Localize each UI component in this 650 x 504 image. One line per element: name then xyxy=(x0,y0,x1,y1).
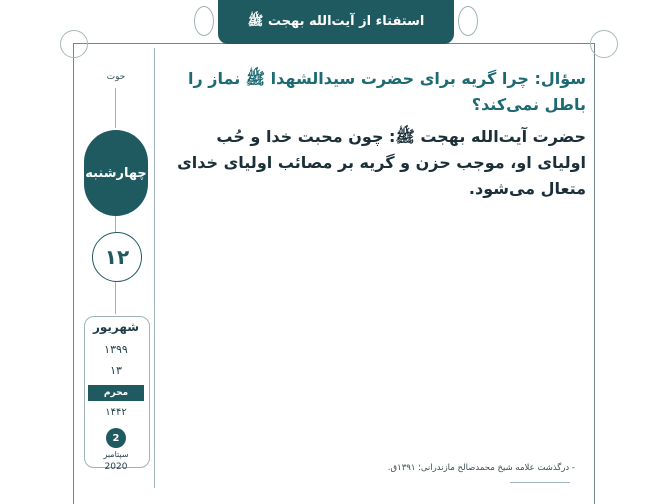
footnote-divider xyxy=(510,482,570,489)
gregorian-day: 2 xyxy=(106,428,126,448)
lunar-year: ۱۴۴۲ xyxy=(105,407,127,418)
ornament-line xyxy=(115,282,116,314)
zodiac-month-label: حوت xyxy=(106,72,126,82)
gregorian-month: سپتامبر xyxy=(103,450,129,459)
answer-text: حضرت آیت‌الله بهجت ﷺ: چون محبت خدا و حُب اولیای او، موجب حزن و گریه بر مصائب اولیای خدای متعال می‌شود. xyxy=(177,127,586,198)
lunar-day: ۱۳ xyxy=(110,364,122,377)
question-text: سؤال: چرا گریه برای حضرت سیدالشهدا ﷺ نماز را باطل نمی‌کند؟ xyxy=(187,69,586,114)
weekday-badge: چهارشنبه xyxy=(84,130,148,216)
gregorian-year: 2020 xyxy=(104,462,128,472)
lunar-month-badge: محرم xyxy=(88,385,144,401)
page-title: استفتاء از آیت‌الله بهجت ﷺ xyxy=(218,0,454,44)
day-number: ۱۲ xyxy=(92,232,142,282)
footnote: - درگذشت علامه شیخ محمدصالح مازندرانی؛ ۱۳۹۱ق. xyxy=(387,463,575,473)
corner-ornament xyxy=(590,30,618,58)
ornament-line xyxy=(115,216,116,232)
main-content xyxy=(164,66,586,202)
solar-year: ۱۳۹۹ xyxy=(104,343,128,356)
ornament-line xyxy=(115,88,116,128)
solar-month: شهریور xyxy=(92,320,140,334)
